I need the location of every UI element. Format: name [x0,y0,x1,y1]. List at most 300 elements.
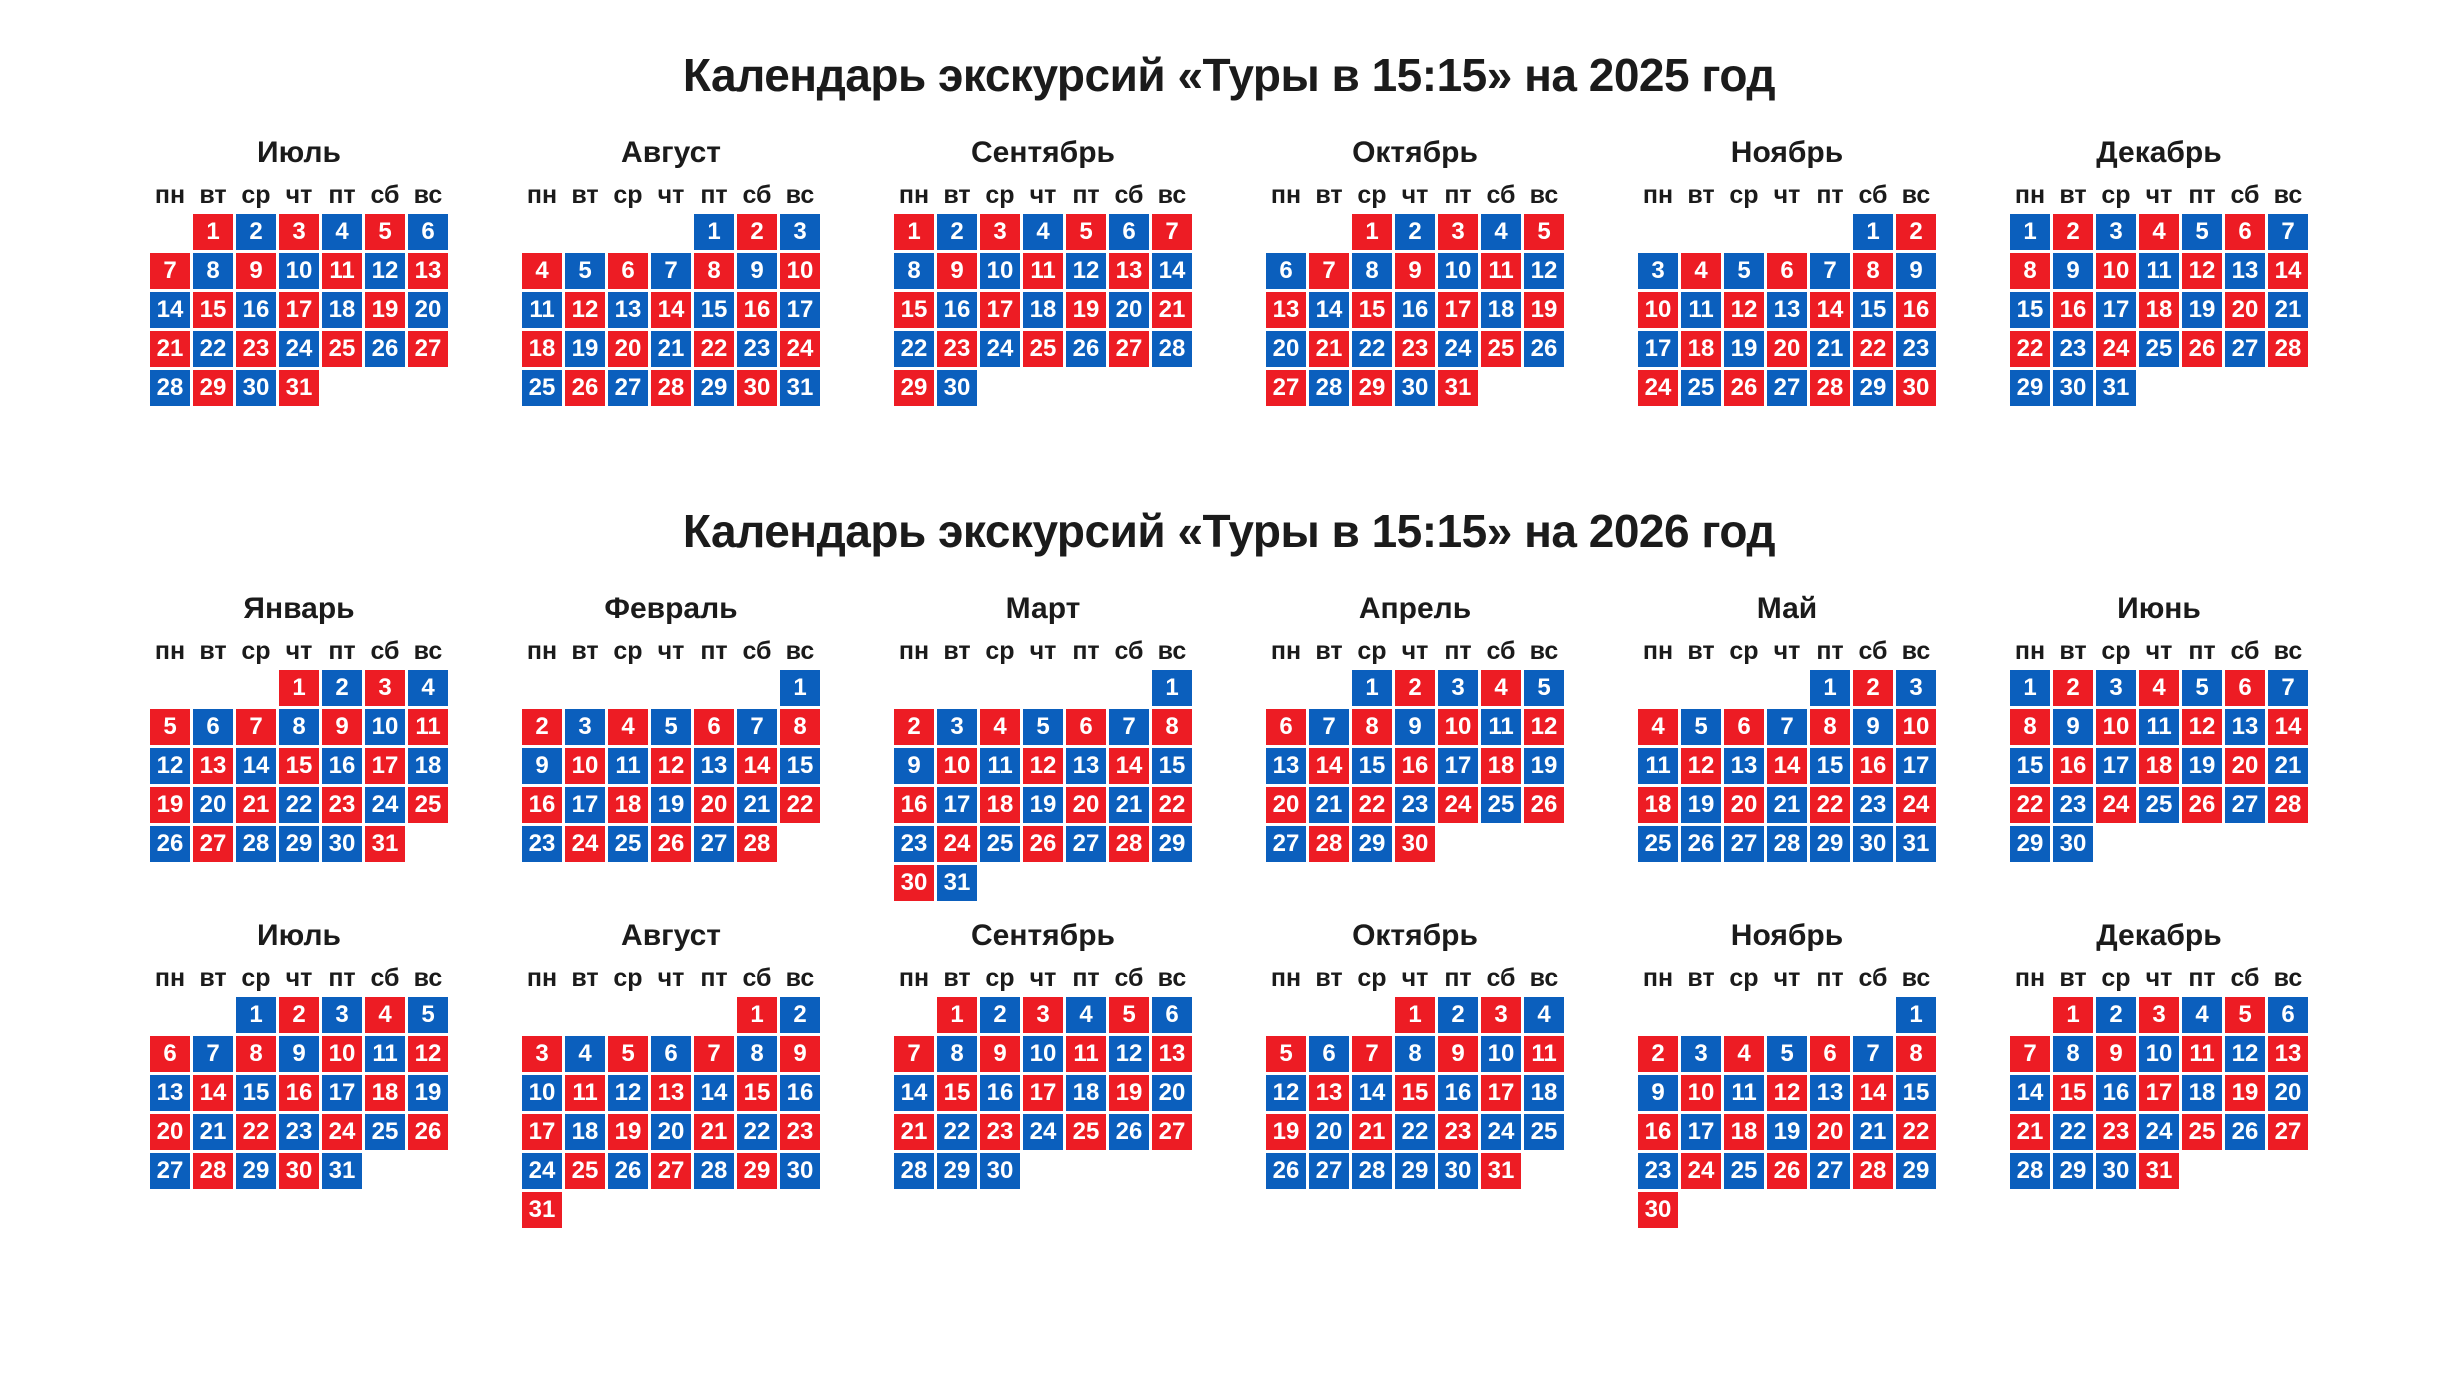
day-cell[interactable]: 23 [1896,331,1936,367]
day-cell[interactable]: 15 [694,292,734,328]
day-cell[interactable]: 16 [1853,748,1893,784]
day-cell[interactable]: 5 [2182,214,2222,250]
day-cell[interactable]: 17 [2139,1075,2179,1111]
day-cell[interactable]: 23 [1638,1153,1678,1189]
day-cell[interactable]: 19 [1266,1114,1306,1150]
day-cell[interactable]: 21 [1352,1114,1392,1150]
day-cell[interactable]: 14 [737,748,777,784]
day-cell[interactable]: 2 [279,997,319,1033]
day-cell[interactable]: 26 [1066,331,1106,367]
day-cell[interactable]: 9 [236,253,276,289]
day-cell[interactable]: 4 [565,1036,605,1072]
day-cell[interactable]: 22 [1352,787,1392,823]
day-cell[interactable]: 18 [408,748,448,784]
day-cell[interactable]: 30 [937,370,977,406]
day-cell[interactable]: 17 [937,787,977,823]
day-cell[interactable]: 15 [937,1075,977,1111]
day-cell[interactable]: 27 [1266,370,1306,406]
day-cell[interactable]: 23 [780,1114,820,1150]
day-cell[interactable]: 16 [1896,292,1936,328]
day-cell[interactable]: 30 [1395,826,1435,862]
day-cell[interactable]: 28 [193,1153,233,1189]
day-cell[interactable]: 17 [522,1114,562,1150]
day-cell[interactable]: 20 [1767,331,1807,367]
day-cell[interactable]: 26 [1109,1114,1149,1150]
day-cell[interactable]: 13 [2225,709,2265,745]
day-cell[interactable]: 14 [1853,1075,1893,1111]
day-cell[interactable]: 24 [780,331,820,367]
day-cell[interactable]: 18 [565,1114,605,1150]
day-cell[interactable]: 4 [1481,670,1521,706]
day-cell[interactable]: 23 [2096,1114,2136,1150]
day-cell[interactable]: 15 [1352,292,1392,328]
day-cell[interactable]: 13 [1152,1036,1192,1072]
day-cell[interactable]: 14 [150,292,190,328]
day-cell[interactable]: 25 [1724,1153,1764,1189]
day-cell[interactable]: 17 [1438,748,1478,784]
day-cell[interactable]: 7 [150,253,190,289]
day-cell[interactable]: 3 [1896,670,1936,706]
day-cell[interactable]: 20 [408,292,448,328]
day-cell[interactable]: 31 [1438,370,1478,406]
day-cell[interactable]: 24 [1023,1114,1063,1150]
day-cell[interactable]: 13 [694,748,734,784]
day-cell[interactable]: 24 [565,826,605,862]
day-cell[interactable]: 28 [1109,826,1149,862]
day-cell[interactable]: 1 [1896,997,1936,1033]
day-cell[interactable]: 15 [1896,1075,1936,1111]
day-cell[interactable]: 21 [1309,787,1349,823]
day-cell[interactable]: 12 [651,748,691,784]
day-cell[interactable]: 9 [894,748,934,784]
day-cell[interactable]: 2 [1395,670,1435,706]
day-cell[interactable]: 15 [236,1075,276,1111]
day-cell[interactable]: 20 [1066,787,1106,823]
day-cell[interactable]: 9 [1853,709,1893,745]
day-cell[interactable]: 14 [651,292,691,328]
day-cell[interactable]: 1 [1152,670,1192,706]
day-cell[interactable]: 30 [322,826,362,862]
day-cell[interactable]: 19 [1066,292,1106,328]
day-cell[interactable]: 11 [1638,748,1678,784]
day-cell[interactable]: 12 [1681,748,1721,784]
day-cell[interactable]: 10 [1438,709,1478,745]
day-cell[interactable]: 19 [651,787,691,823]
day-cell[interactable]: 29 [1352,370,1392,406]
day-cell[interactable]: 10 [1638,292,1678,328]
day-cell[interactable]: 5 [150,709,190,745]
day-cell[interactable]: 20 [1152,1075,1192,1111]
day-cell[interactable]: 3 [980,214,1020,250]
day-cell[interactable]: 8 [737,1036,777,1072]
day-cell[interactable]: 21 [2268,748,2308,784]
day-cell[interactable]: 19 [1767,1114,1807,1150]
day-cell[interactable]: 13 [2225,253,2265,289]
day-cell[interactable]: 13 [1066,748,1106,784]
day-cell[interactable]: 8 [937,1036,977,1072]
day-cell[interactable]: 9 [279,1036,319,1072]
day-cell[interactable]: 4 [1524,997,1564,1033]
day-cell[interactable]: 31 [2096,370,2136,406]
day-cell[interactable]: 14 [2268,709,2308,745]
day-cell[interactable]: 11 [365,1036,405,1072]
day-cell[interactable]: 11 [1481,253,1521,289]
day-cell[interactable]: 20 [1266,787,1306,823]
day-cell[interactable]: 20 [2225,748,2265,784]
day-cell[interactable]: 19 [1724,331,1764,367]
day-cell[interactable]: 7 [694,1036,734,1072]
day-cell[interactable]: 13 [1767,292,1807,328]
day-cell[interactable]: 15 [279,748,319,784]
day-cell[interactable]: 25 [322,331,362,367]
day-cell[interactable]: 18 [2139,292,2179,328]
day-cell[interactable]: 23 [937,331,977,367]
day-cell[interactable]: 14 [2268,253,2308,289]
day-cell[interactable]: 10 [780,253,820,289]
day-cell[interactable]: 14 [236,748,276,784]
day-cell[interactable]: 25 [365,1114,405,1150]
day-cell[interactable]: 31 [1481,1153,1521,1189]
day-cell[interactable]: 17 [1896,748,1936,784]
day-cell[interactable]: 27 [608,370,648,406]
day-cell[interactable]: 22 [737,1114,777,1150]
day-cell[interactable]: 8 [2010,253,2050,289]
day-cell[interactable]: 28 [150,370,190,406]
day-cell[interactable]: 27 [1724,826,1764,862]
day-cell[interactable]: 15 [2010,292,2050,328]
day-cell[interactable]: 13 [1109,253,1149,289]
day-cell[interactable]: 13 [1810,1075,1850,1111]
day-cell[interactable]: 24 [522,1153,562,1189]
day-cell[interactable]: 29 [2053,1153,2093,1189]
day-cell[interactable]: 5 [651,709,691,745]
day-cell[interactable]: 27 [651,1153,691,1189]
day-cell[interactable]: 30 [2053,826,2093,862]
day-cell[interactable]: 26 [651,826,691,862]
day-cell[interactable]: 4 [365,997,405,1033]
day-cell[interactable]: 3 [937,709,977,745]
day-cell[interactable]: 11 [1481,709,1521,745]
day-cell[interactable]: 19 [1109,1075,1149,1111]
day-cell[interactable]: 22 [1395,1114,1435,1150]
day-cell[interactable]: 6 [1266,253,1306,289]
day-cell[interactable]: 29 [937,1153,977,1189]
day-cell[interactable]: 5 [365,214,405,250]
day-cell[interactable]: 23 [980,1114,1020,1150]
day-cell[interactable]: 29 [1152,826,1192,862]
day-cell[interactable]: 1 [279,670,319,706]
day-cell[interactable]: 6 [1724,709,1764,745]
day-cell[interactable]: 9 [322,709,362,745]
day-cell[interactable]: 2 [780,997,820,1033]
day-cell[interactable]: 12 [608,1075,648,1111]
day-cell[interactable]: 22 [2010,331,2050,367]
day-cell[interactable]: 1 [937,997,977,1033]
day-cell[interactable]: 19 [1524,748,1564,784]
day-cell[interactable]: 23 [737,331,777,367]
day-cell[interactable]: 2 [2053,214,2093,250]
day-cell[interactable]: 9 [980,1036,1020,1072]
day-cell[interactable]: 13 [408,253,448,289]
day-cell[interactable]: 23 [894,826,934,862]
day-cell[interactable]: 8 [780,709,820,745]
day-cell[interactable]: 2 [236,214,276,250]
day-cell[interactable]: 25 [2182,1114,2222,1150]
day-cell[interactable]: 7 [1853,1036,1893,1072]
day-cell[interactable]: 14 [1309,292,1349,328]
day-cell[interactable]: 25 [522,370,562,406]
day-cell[interactable]: 5 [608,1036,648,1072]
day-cell[interactable]: 27 [150,1153,190,1189]
day-cell[interactable]: 29 [1853,370,1893,406]
day-cell[interactable]: 7 [2268,670,2308,706]
day-cell[interactable]: 7 [193,1036,233,1072]
day-cell[interactable]: 15 [2053,1075,2093,1111]
day-cell[interactable]: 5 [1767,1036,1807,1072]
day-cell[interactable]: 13 [193,748,233,784]
day-cell[interactable]: 21 [1109,787,1149,823]
day-cell[interactable]: 19 [2182,292,2222,328]
day-cell[interactable]: 8 [2053,1036,2093,1072]
day-cell[interactable]: 25 [1638,826,1678,862]
day-cell[interactable]: 16 [1395,748,1435,784]
day-cell[interactable]: 17 [1023,1075,1063,1111]
day-cell[interactable]: 22 [780,787,820,823]
day-cell[interactable]: 6 [651,1036,691,1072]
day-cell[interactable]: 19 [1524,292,1564,328]
day-cell[interactable]: 13 [150,1075,190,1111]
day-cell[interactable]: 8 [193,253,233,289]
day-cell[interactable]: 16 [894,787,934,823]
day-cell[interactable]: 3 [279,214,319,250]
day-cell[interactable]: 10 [522,1075,562,1111]
day-cell[interactable]: 23 [2053,787,2093,823]
day-cell[interactable]: 26 [2182,331,2222,367]
day-cell[interactable]: 4 [1023,214,1063,250]
day-cell[interactable]: 22 [694,331,734,367]
day-cell[interactable]: 14 [193,1075,233,1111]
day-cell[interactable]: 19 [1023,787,1063,823]
day-cell[interactable]: 28 [1767,826,1807,862]
day-cell[interactable]: 6 [408,214,448,250]
day-cell[interactable]: 29 [2010,370,2050,406]
day-cell[interactable]: 2 [894,709,934,745]
day-cell[interactable]: 8 [1352,709,1392,745]
day-cell[interactable]: 30 [894,865,934,901]
day-cell[interactable]: 20 [2268,1075,2308,1111]
day-cell[interactable]: 29 [737,1153,777,1189]
day-cell[interactable]: 23 [1438,1114,1478,1150]
day-cell[interactable]: 10 [2096,709,2136,745]
day-cell[interactable]: 30 [780,1153,820,1189]
day-cell[interactable]: 4 [1724,1036,1764,1072]
day-cell[interactable]: 1 [1352,214,1392,250]
day-cell[interactable]: 30 [236,370,276,406]
day-cell[interactable]: 12 [150,748,190,784]
day-cell[interactable]: 14 [1109,748,1149,784]
day-cell[interactable]: 31 [279,370,319,406]
day-cell[interactable]: 12 [1066,253,1106,289]
day-cell[interactable]: 30 [2096,1153,2136,1189]
day-cell[interactable]: 7 [1109,709,1149,745]
day-cell[interactable]: 20 [150,1114,190,1150]
day-cell[interactable]: 27 [1767,370,1807,406]
day-cell[interactable]: 6 [193,709,233,745]
day-cell[interactable]: 29 [1810,826,1850,862]
day-cell[interactable]: 21 [694,1114,734,1150]
day-cell[interactable]: 17 [279,292,319,328]
day-cell[interactable]: 26 [1023,826,1063,862]
day-cell[interactable]: 27 [1309,1153,1349,1189]
day-cell[interactable]: 16 [1395,292,1435,328]
day-cell[interactable]: 22 [1853,331,1893,367]
day-cell[interactable]: 30 [1395,370,1435,406]
day-cell[interactable]: 22 [236,1114,276,1150]
day-cell[interactable]: 3 [1481,997,1521,1033]
day-cell[interactable]: 7 [2268,214,2308,250]
day-cell[interactable]: 26 [365,331,405,367]
day-cell[interactable]: 30 [1896,370,1936,406]
day-cell[interactable]: 16 [236,292,276,328]
day-cell[interactable]: 28 [1309,826,1349,862]
day-cell[interactable]: 12 [2225,1036,2265,1072]
day-cell[interactable]: 2 [2053,670,2093,706]
day-cell[interactable]: 6 [1767,253,1807,289]
day-cell[interactable]: 28 [894,1153,934,1189]
day-cell[interactable]: 3 [780,214,820,250]
day-cell[interactable]: 19 [565,331,605,367]
day-cell[interactable]: 13 [1724,748,1764,784]
day-cell[interactable]: 1 [737,997,777,1033]
day-cell[interactable]: 5 [1524,670,1564,706]
day-cell[interactable]: 9 [1395,253,1435,289]
day-cell[interactable]: 4 [2139,214,2179,250]
day-cell[interactable]: 17 [980,292,1020,328]
day-cell[interactable]: 11 [1066,1036,1106,1072]
day-cell[interactable]: 24 [365,787,405,823]
day-cell[interactable]: 7 [1152,214,1192,250]
day-cell[interactable]: 25 [1066,1114,1106,1150]
day-cell[interactable]: 29 [2010,826,2050,862]
day-cell[interactable]: 8 [694,253,734,289]
day-cell[interactable]: 4 [1066,997,1106,1033]
day-cell[interactable]: 5 [1524,214,1564,250]
day-cell[interactable]: 27 [1810,1153,1850,1189]
day-cell[interactable]: 10 [322,1036,362,1072]
day-cell[interactable]: 15 [1395,1075,1435,1111]
day-cell[interactable]: 25 [980,826,1020,862]
day-cell[interactable]: 19 [1681,787,1721,823]
day-cell[interactable]: 18 [1724,1114,1764,1150]
day-cell[interactable]: 18 [1023,292,1063,328]
day-cell[interactable]: 19 [608,1114,648,1150]
day-cell[interactable]: 28 [2010,1153,2050,1189]
day-cell[interactable]: 16 [522,787,562,823]
day-cell[interactable]: 3 [1023,997,1063,1033]
day-cell[interactable]: 15 [1152,748,1192,784]
day-cell[interactable]: 3 [2096,670,2136,706]
day-cell[interactable]: 28 [1309,370,1349,406]
day-cell[interactable]: 2 [1853,670,1893,706]
day-cell[interactable]: 16 [780,1075,820,1111]
day-cell[interactable]: 8 [2010,709,2050,745]
day-cell[interactable]: 9 [1438,1036,1478,1072]
day-cell[interactable]: 10 [565,748,605,784]
day-cell[interactable]: 10 [1681,1075,1721,1111]
day-cell[interactable]: 25 [1481,331,1521,367]
day-cell[interactable]: 21 [2010,1114,2050,1150]
day-cell[interactable]: 17 [322,1075,362,1111]
day-cell[interactable]: 13 [2268,1036,2308,1072]
day-cell[interactable]: 22 [894,331,934,367]
day-cell[interactable]: 26 [1524,787,1564,823]
day-cell[interactable]: 5 [1109,997,1149,1033]
day-cell[interactable]: 13 [608,292,648,328]
day-cell[interactable]: 19 [2182,748,2222,784]
day-cell[interactable]: 6 [2225,214,2265,250]
day-cell[interactable]: 25 [565,1153,605,1189]
day-cell[interactable]: 4 [322,214,362,250]
day-cell[interactable]: 1 [1395,997,1435,1033]
day-cell[interactable]: 20 [2225,292,2265,328]
day-cell[interactable]: 17 [1638,331,1678,367]
day-cell[interactable]: 28 [737,826,777,862]
day-cell[interactable]: 25 [608,826,648,862]
day-cell[interactable]: 6 [150,1036,190,1072]
day-cell[interactable]: 15 [193,292,233,328]
day-cell[interactable]: 14 [694,1075,734,1111]
day-cell[interactable]: 31 [365,826,405,862]
day-cell[interactable]: 16 [1438,1075,1478,1111]
day-cell[interactable]: 3 [1438,670,1478,706]
day-cell[interactable]: 25 [1524,1114,1564,1150]
day-cell[interactable]: 18 [608,787,648,823]
day-cell[interactable]: 3 [2096,214,2136,250]
day-cell[interactable]: 11 [408,709,448,745]
day-cell[interactable]: 3 [1638,253,1678,289]
day-cell[interactable]: 15 [1810,748,1850,784]
day-cell[interactable]: 28 [2268,331,2308,367]
day-cell[interactable]: 18 [1066,1075,1106,1111]
day-cell[interactable]: 20 [694,787,734,823]
day-cell[interactable]: 28 [1810,370,1850,406]
day-cell[interactable]: 19 [2225,1075,2265,1111]
day-cell[interactable]: 1 [1853,214,1893,250]
day-cell[interactable]: 28 [1152,331,1192,367]
day-cell[interactable]: 26 [608,1153,648,1189]
day-cell[interactable]: 9 [522,748,562,784]
day-cell[interactable]: 2 [2096,997,2136,1033]
day-cell[interactable]: 28 [2268,787,2308,823]
day-cell[interactable]: 8 [236,1036,276,1072]
day-cell[interactable]: 23 [1853,787,1893,823]
day-cell[interactable]: 26 [408,1114,448,1150]
day-cell[interactable]: 3 [322,997,362,1033]
day-cell[interactable]: 24 [1438,331,1478,367]
day-cell[interactable]: 5 [1023,709,1063,745]
day-cell[interactable]: 27 [2225,331,2265,367]
day-cell[interactable]: 5 [1724,253,1764,289]
day-cell[interactable]: 4 [1681,253,1721,289]
day-cell[interactable]: 17 [1481,1075,1521,1111]
day-cell[interactable]: 18 [522,331,562,367]
day-cell[interactable]: 9 [1896,253,1936,289]
day-cell[interactable]: 23 [279,1114,319,1150]
day-cell[interactable]: 22 [1810,787,1850,823]
day-cell[interactable]: 9 [1395,709,1435,745]
day-cell[interactable]: 22 [1896,1114,1936,1150]
day-cell[interactable]: 1 [2010,214,2050,250]
